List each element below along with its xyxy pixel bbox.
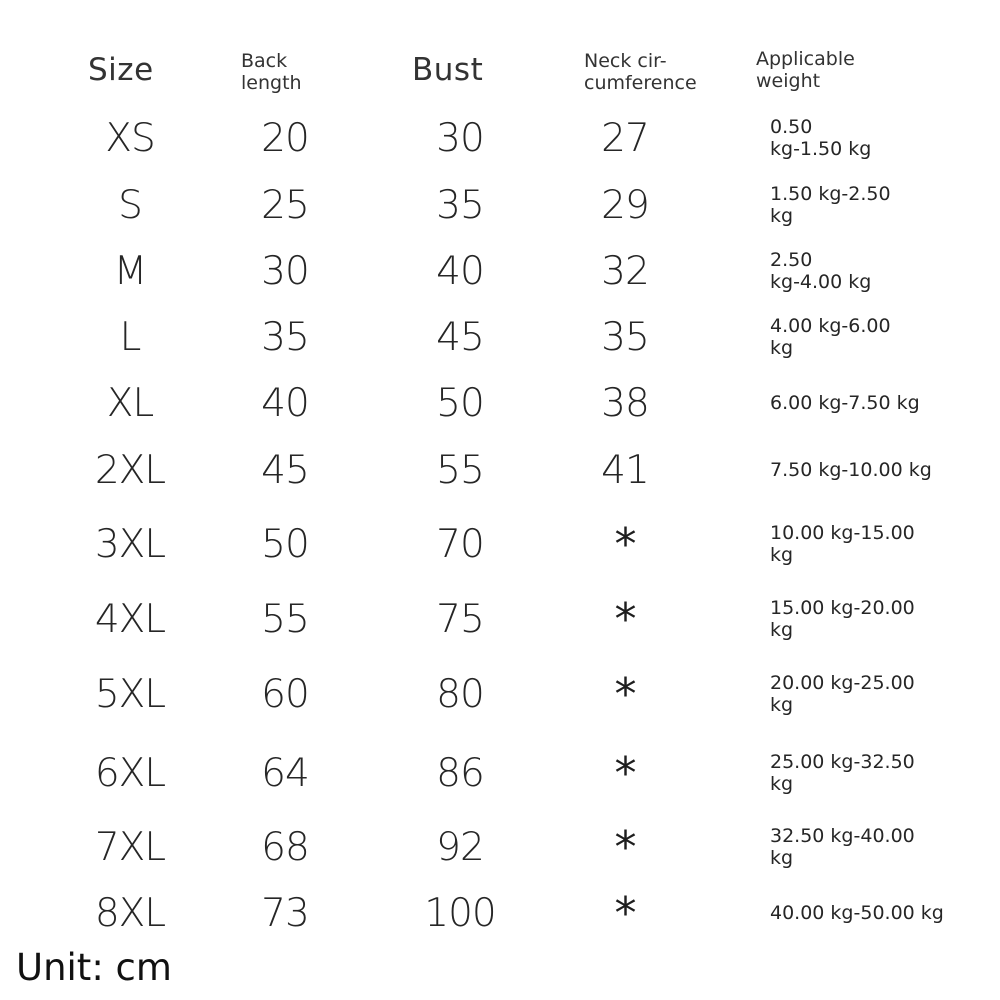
- table-row: [0, 241, 1000, 301]
- applicable-weight-cell: 15.00 kg-20.00 kg: [770, 597, 915, 641]
- applicable-weight-cell: 2.50 kg-4.00 kg: [770, 249, 872, 293]
- table-row: [0, 108, 1000, 168]
- neck-circumference-cell: 27: [601, 115, 649, 161]
- applicable-weight-cell: 0.50 kg-1.50 kg: [770, 116, 872, 160]
- header-neck-circumference: Neck cir- cumference: [584, 50, 697, 94]
- bust-cell: 92: [436, 824, 484, 870]
- neck-circumference-cell: *: [614, 518, 636, 570]
- table-row: [0, 307, 1000, 367]
- bust-cell: 30: [436, 115, 484, 161]
- bust-cell: 75: [436, 596, 484, 642]
- back-length-cell: 50: [261, 521, 309, 567]
- table-row: [0, 440, 1000, 500]
- table-row: [0, 664, 1000, 724]
- size-cell: S: [118, 182, 142, 228]
- table-row: [0, 817, 1000, 877]
- header-back-length: Back length: [241, 50, 302, 94]
- bust-cell: 45: [436, 314, 484, 360]
- size-cell: 7XL: [94, 824, 166, 870]
- size-cell: M: [113, 248, 147, 294]
- back-length-cell: 60: [261, 671, 309, 717]
- applicable-weight-cell: 1.50 kg-2.50 kg: [770, 183, 891, 227]
- bust-cell: 40: [436, 248, 484, 294]
- back-length-cell: 45: [261, 447, 309, 493]
- bust-cell: 86: [436, 750, 484, 796]
- size-cell: XL: [106, 380, 154, 426]
- neck-circumference-cell: 35: [601, 314, 649, 360]
- back-length-cell: 35: [261, 314, 309, 360]
- back-length-cell: 20: [261, 115, 309, 161]
- bust-cell: 35: [436, 182, 484, 228]
- bust-cell: 80: [436, 671, 484, 717]
- back-length-cell: 73: [261, 890, 309, 936]
- applicable-weight-cell: 32.50 kg-40.00 kg: [770, 825, 915, 869]
- unit-label: Unit: cm: [16, 946, 172, 989]
- bust-cell: 55: [436, 447, 484, 493]
- header-size: Size: [88, 52, 154, 88]
- applicable-weight-cell: 20.00 kg-25.00 kg: [770, 672, 915, 716]
- size-cell: 8XL: [94, 890, 166, 936]
- applicable-weight-cell: 25.00 kg-32.50 kg: [770, 751, 915, 795]
- back-length-cell: 68: [261, 824, 309, 870]
- neck-circumference-cell: *: [614, 821, 636, 873]
- applicable-weight-cell: 40.00 kg-50.00 kg: [770, 902, 944, 924]
- table-row: [0, 883, 1000, 943]
- header-bust: Bust: [412, 52, 484, 88]
- size-cell: 6XL: [94, 750, 166, 796]
- neck-circumference-cell: 29: [601, 182, 649, 228]
- back-length-cell: 25: [261, 182, 309, 228]
- neck-circumference-cell: 38: [601, 380, 649, 426]
- header-applicable-weight: Applicable weight: [756, 48, 855, 92]
- bust-cell: 100: [424, 890, 496, 936]
- neck-circumference-cell: 41: [601, 447, 649, 493]
- back-length-cell: 40: [261, 380, 309, 426]
- back-length-cell: 64: [261, 750, 309, 796]
- table-row: [0, 373, 1000, 433]
- applicable-weight-cell: 4.00 kg-6.00 kg: [770, 315, 891, 359]
- neck-circumference-cell: 32: [601, 248, 649, 294]
- size-cell: 5XL: [94, 671, 166, 717]
- neck-circumference-cell: *: [614, 668, 636, 720]
- table-row: [0, 175, 1000, 235]
- neck-circumference-cell: *: [614, 887, 636, 939]
- back-length-cell: 30: [261, 248, 309, 294]
- table-row: [0, 514, 1000, 574]
- size-cell: 3XL: [94, 521, 166, 567]
- size-cell: L: [119, 314, 141, 360]
- neck-circumference-cell: *: [614, 593, 636, 645]
- size-cell: XS: [105, 115, 155, 161]
- bust-cell: 70: [436, 521, 484, 567]
- applicable-weight-cell: 6.00 kg-7.50 kg: [770, 392, 920, 414]
- size-cell: 2XL: [94, 447, 166, 493]
- table-row: [0, 743, 1000, 803]
- table-row: [0, 589, 1000, 649]
- back-length-cell: 55: [261, 596, 309, 642]
- bust-cell: 50: [436, 380, 484, 426]
- neck-circumference-cell: *: [614, 747, 636, 799]
- size-cell: 4XL: [94, 596, 166, 642]
- applicable-weight-cell: 7.50 kg-10.00 kg: [770, 459, 932, 481]
- applicable-weight-cell: 10.00 kg-15.00 kg: [770, 522, 915, 566]
